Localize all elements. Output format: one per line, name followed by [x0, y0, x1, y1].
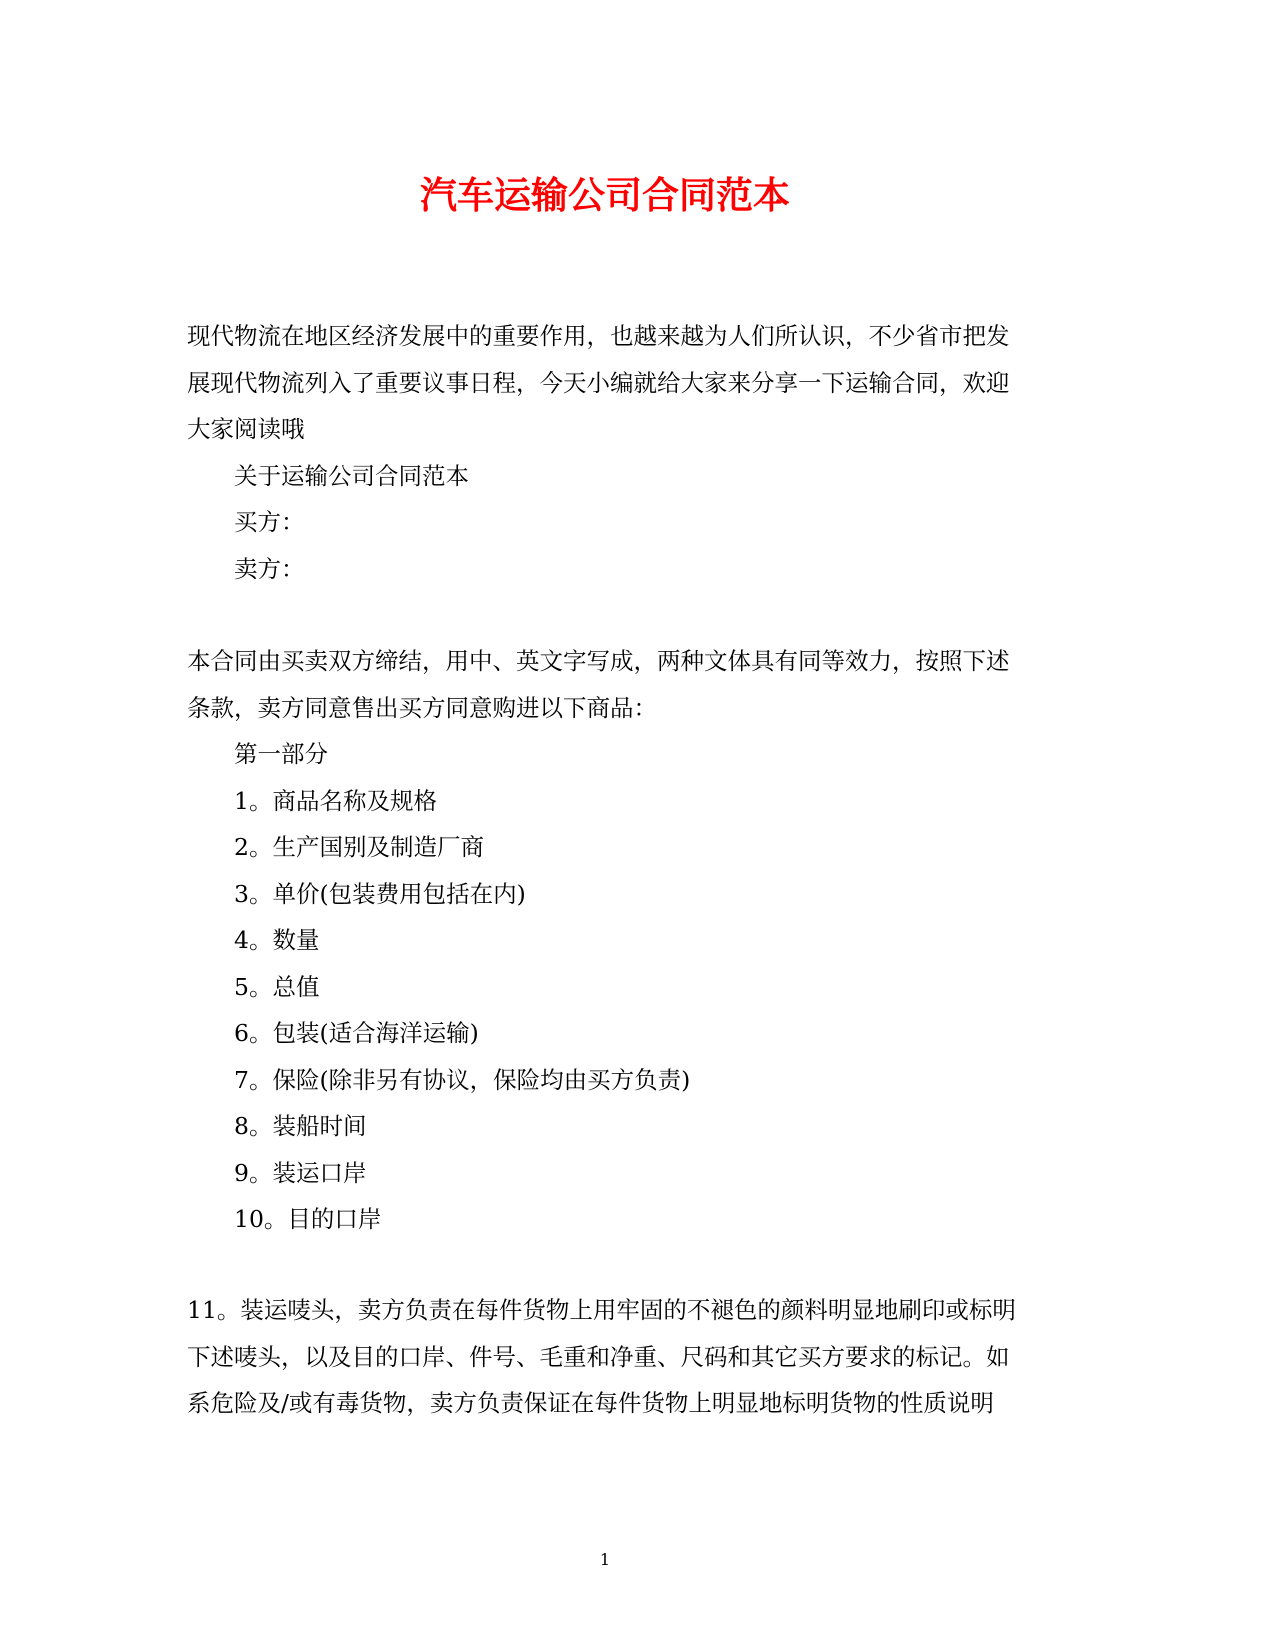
list-item: 4。数量 [234, 926, 320, 954]
subtitle: 关于运输公司合同范本 [234, 461, 469, 490]
clause-line: 下述唛头，以及目的口岸、件号、毛重和净重、尺码和其它买方要求的标记。如 [187, 1342, 1010, 1371]
list-item: 2。生产国别及制造厂商 [234, 833, 484, 861]
list-item: 3。单价(包装费用包括在内) [234, 879, 526, 908]
clause-11 [187, 1287, 1025, 1427]
preamble-line: 本合同由买卖双方缔结，用中、英文字写成，两种文体具有同等效力，按照下述 [187, 647, 1010, 675]
clause-line: 系危险及/或有毒货物，卖方负责保证在每件货物上明显地标明货物的性质说明 [187, 1389, 994, 1417]
document-title: 汽车运输公司合同范本 [420, 173, 790, 217]
clause-line: 11。装运唛头，卖方负责在每件货物上用牢固的不褪色的颜料明显地刷印或标明 [187, 1296, 1016, 1324]
list-item: 9。装运口岸 [234, 1158, 367, 1187]
preamble-section [187, 638, 1025, 1243]
list-item: 5。总值 [234, 972, 320, 1001]
list-item: 10。目的口岸 [234, 1205, 382, 1233]
seller-label: 卖方： [234, 554, 305, 583]
list-item: 6。包装(适合海洋运输) [234, 1019, 479, 1047]
intro-line: 现代物流在地区经济发展中的重要作用，也越来越为人们所认识，不少省市把发 [187, 322, 1010, 350]
list-item: 8。装船时间 [234, 1112, 367, 1140]
intro-paragraph [187, 313, 1025, 592]
list-item: 1。商品名称及规格 [234, 786, 437, 815]
list-item: 7。保险(除非另有协议，保险均由买方负责) [234, 1065, 691, 1094]
part-heading: 第一部分 [234, 740, 328, 768]
page-number: 1 [599, 1550, 611, 1569]
buyer-label: 买方： [234, 508, 305, 536]
intro-line: 展现代物流列入了重要议事日程，今天小编就给大家来分享一下运输合同，欢迎 [187, 368, 1010, 397]
intro-line: 大家阅读哦 [187, 415, 305, 443]
preamble-line: 条款，卖方同意售出买方同意购进以下商品： [187, 693, 657, 722]
